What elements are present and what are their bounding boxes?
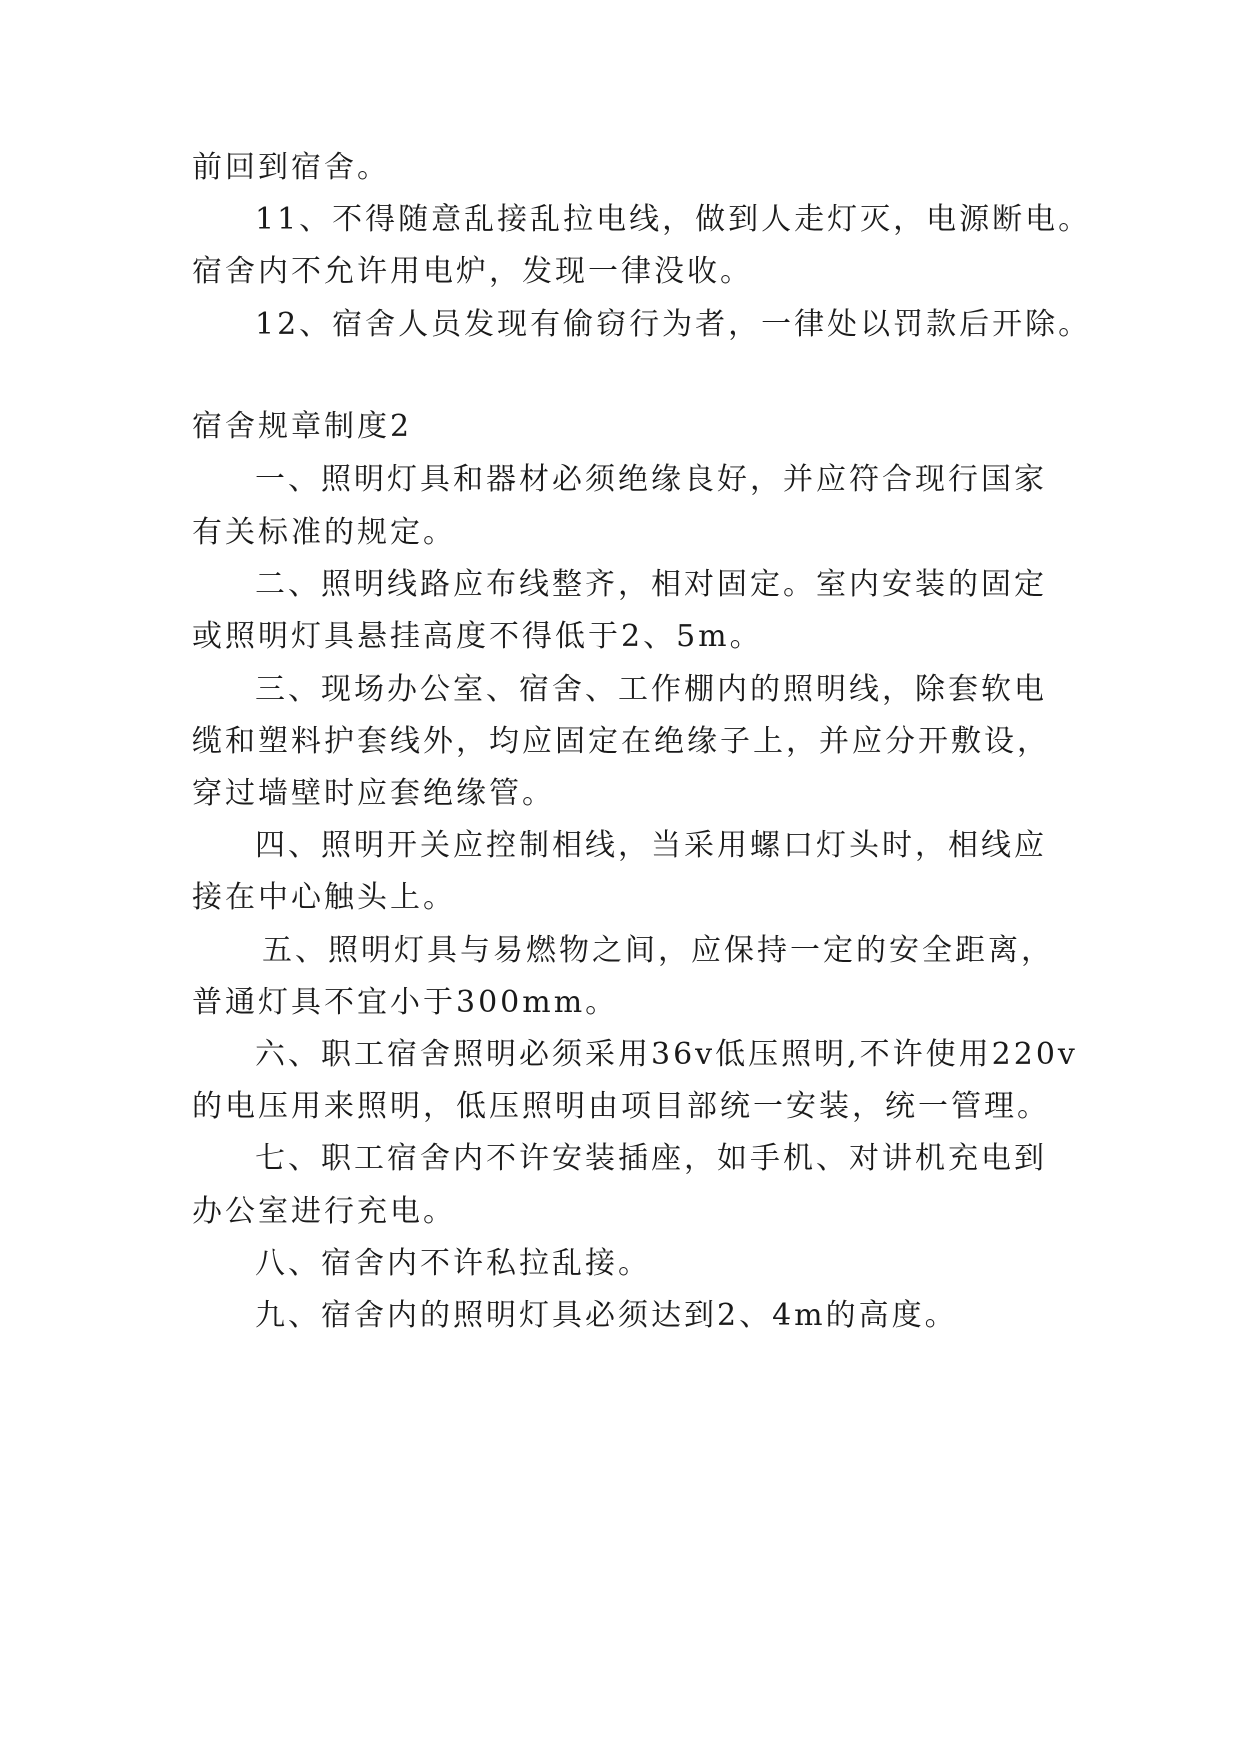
text-line: 有关标准的规定。 <box>192 515 456 550</box>
text-line: 九、宿舍内的照明灯具必须达到2、4m的高度。 <box>255 1298 958 1333</box>
text-line: 普通灯具不宜小于300mm。 <box>192 985 619 1020</box>
text-line: 八、宿舍内不许私拉乱接。 <box>255 1246 651 1281</box>
text-line: 或照明灯具悬挂高度不得低于2、5m。 <box>192 619 763 654</box>
text-line: 六、职工宿舍照明必须采用36v低压照明,不许使用220v <box>255 1037 1078 1072</box>
text-line: 的电压用来照明，低压照明由项目部统一安装，统一管理。 <box>192 1089 1050 1124</box>
text-line: 缆和塑料护套线外，均应固定在绝缘子上，并应分开敷设， <box>192 724 1050 759</box>
text-line: 七、职工宿舍内不许安装插座，如手机、对讲机充电到 <box>255 1141 1047 1176</box>
text-line: 穿过墙壁时应套绝缘管。 <box>192 776 555 811</box>
text-line: 一、照明灯具和器材必须绝缘良好，并应符合现行国家 <box>255 462 1047 497</box>
text-line: 四、照明开关应控制相线，当采用螺口灯头时，相线应 <box>255 828 1047 863</box>
text-line: 11、不得随意乱接乱拉电线，做到人走灯灭，电源断电。 <box>255 202 1092 237</box>
text-line: 二、照明线路应布线整齐，相对固定。室内安装的固定 <box>255 567 1047 602</box>
section-title: 宿舍规章制度2 <box>192 409 413 444</box>
text-line: 前回到宿舍。 <box>192 150 390 185</box>
text-line: 三、现场办公室、宿舍、工作棚内的照明线，除套软电 <box>255 672 1047 707</box>
text-line: 五、照明灯具与易燃物之间，应保持一定的安全距离， <box>262 933 1054 968</box>
text-line: 宿舍内不允许用电炉，发现一律没收。 <box>192 254 753 289</box>
text-line: 接在中心触头上。 <box>192 880 456 915</box>
text-line: 12、宿舍人员发现有偷窃行为者，一律处以罚款后开除。 <box>255 307 1092 342</box>
text-line: 办公室进行充电。 <box>192 1194 456 1229</box>
